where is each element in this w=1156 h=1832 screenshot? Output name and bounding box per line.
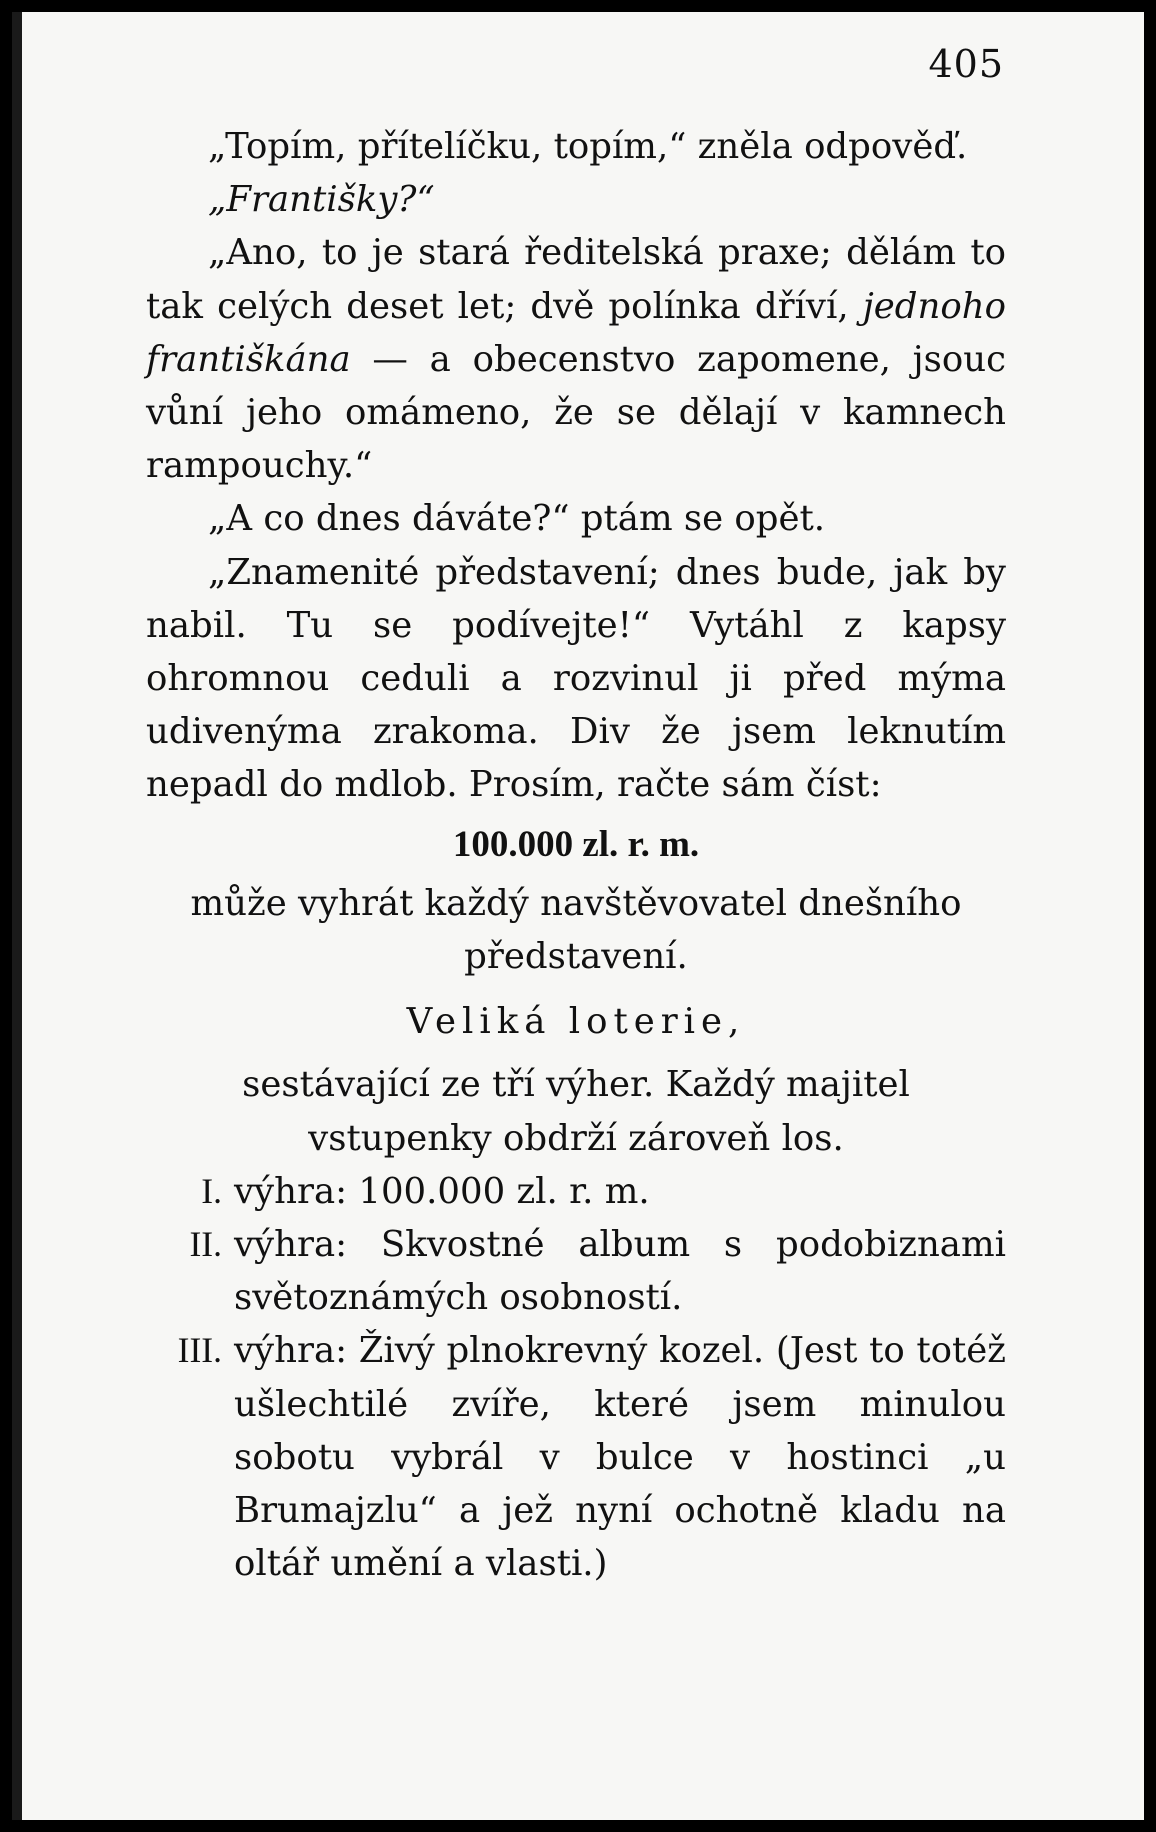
poster-amount: 100.000 zl. r. m. xyxy=(452,823,700,865)
prize-text: výhra: Skvostné album s podobiznami světoznámých osobností. xyxy=(234,1224,1006,1319)
paragraph-5: „Znamenité představení; dnes bude, jak by nabil. Tu se podívejte!“ Vytáhl z kapsy ohromnou ceduli a rozvinul ji před mýma udivenýma zrakoma. Div že jsem leknutím nepadl do mdlob. Prosím, račte sám číst: xyxy=(146,551,1006,806)
page-number: 405 xyxy=(928,42,1004,86)
prize-number: I. xyxy=(201,1170,222,1211)
page-body xyxy=(146,120,1006,1590)
paragraph-3-italic: jednoho františkána xyxy=(146,285,1006,380)
prize-item xyxy=(146,1218,1006,1324)
prize-number: III. xyxy=(177,1330,222,1371)
poster-line-2: sestávající ze tří výher. Každý majitel vstupenky obdrží zároveň los. xyxy=(242,1064,910,1159)
prize-item xyxy=(146,1165,1006,1218)
prize-number: II. xyxy=(189,1224,222,1265)
book-page xyxy=(12,12,1144,1820)
prize-text: výhra: Živý plnokrevný kozel. (Jest to totéž ušlechtilé zvíře, které jsem minulou sobotu vybrál v bulce v hostinci „u Brumajzlu“ a jež nyní ochotně kladu na oltář umění a vlasti.) xyxy=(234,1330,1006,1585)
paragraph-1: „Topím, přítelíčku, topím,“ zněla odpověď. xyxy=(208,126,968,167)
prize-text: výhra: 100.000 zl. r. m. xyxy=(234,1170,650,1212)
prize-item xyxy=(146,1324,1006,1590)
paragraph-3 xyxy=(146,226,1006,492)
paragraph-3-end: — a obecenstvo zapomene, jsouc vůní jeho omámeno, že se dělají v kamnech rampouchy.“ xyxy=(146,338,1006,487)
paragraph-2: „Františky?“ xyxy=(208,179,435,221)
paragraph-4: „A co dnes dáváte?“ ptám se opět. xyxy=(208,498,826,540)
paragraph-3-start: „Ano, to je stará ředitelská praxe; dělám to tak celých deset let; dvě polínka dříví, xyxy=(146,232,1006,327)
poster-lottery-title: Veliká loterie, xyxy=(406,1001,746,1043)
poster-line-1: může vyhrát každý navštěvovatel dnešního představení. xyxy=(190,882,962,978)
